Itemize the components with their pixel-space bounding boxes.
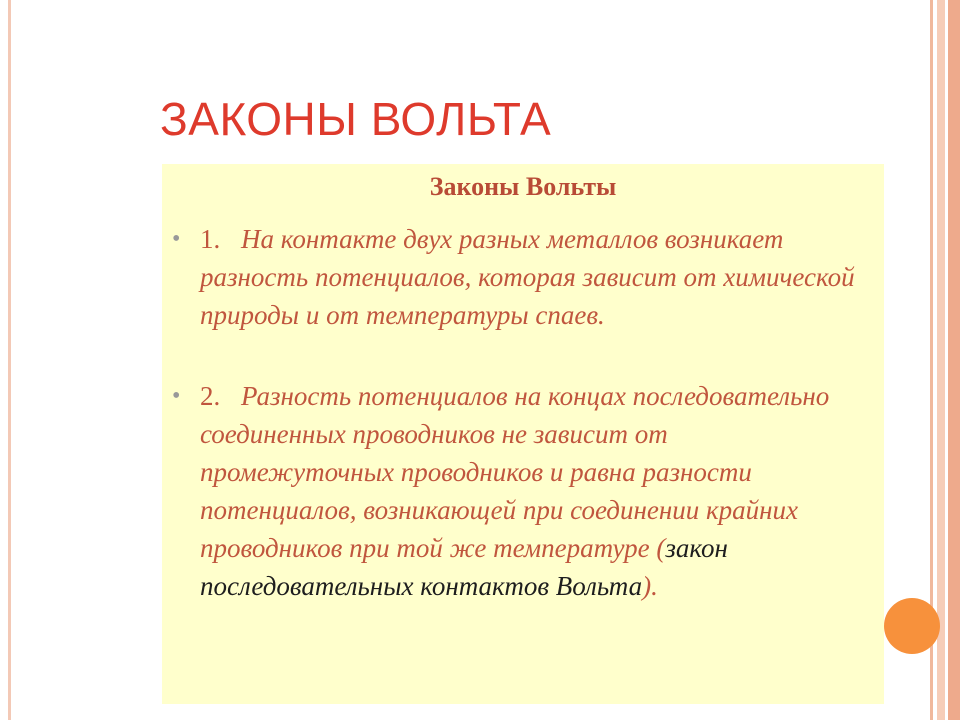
note-paren-open: ( (649, 533, 666, 563)
bullet-icon: • (172, 383, 181, 409)
content-panel (162, 164, 884, 704)
note-paren-close: ). (642, 571, 658, 601)
law-number: 1. (200, 224, 221, 254)
law-item-2 (172, 377, 860, 605)
law-note: закон последовательных контактов Вольта (200, 533, 728, 601)
slide-title: ЗАКОНЫ ВОЛЬТА (160, 93, 552, 145)
orange-circle-decoration (884, 598, 940, 654)
law-text: Разность потенциалов на концах последовательно соединенных проводников не зависит от промежуточных проводников и равна разности потенциалов, возникающей при соединении крайних проводников при той же температуре (200, 381, 830, 563)
law-text: На контакте двух разных металлов возникает разность потенциалов, которая зависит от химической природы и от температуры спаев. (200, 224, 855, 330)
bullet-icon: • (172, 226, 181, 252)
law-item-1 (172, 220, 860, 334)
law-number: 2. (200, 381, 221, 411)
left-frame-line (8, 0, 11, 720)
panel-title: Законы Вольты (429, 172, 617, 201)
